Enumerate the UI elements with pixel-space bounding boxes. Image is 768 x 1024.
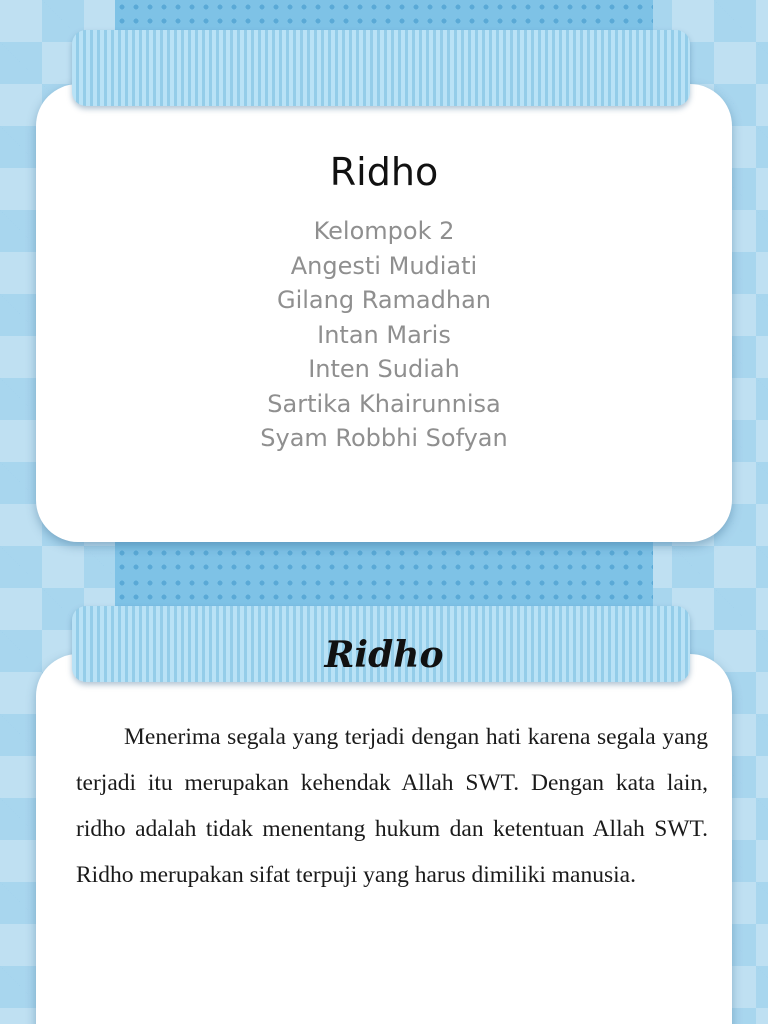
member-name: Angesti Mudiati <box>290 251 478 280</box>
group-name: Kelompok 2 <box>313 217 455 245</box>
member-name: Syam Robbhi Sofyan <box>260 424 508 452</box>
striped-ribbon-decoration <box>72 30 690 106</box>
slide-title: Ridho <box>329 150 439 194</box>
content-title: Ridho <box>324 634 444 676</box>
member-name: Sartika Khairunnisa <box>267 389 501 418</box>
member-list <box>0 214 768 456</box>
member-name: Inten Sudiah <box>308 355 460 383</box>
member-name: Intan Maris <box>317 320 451 349</box>
definition-paragraph: Menerima segala yang terjadi dengan hati karena segala yang terjadi itu merupakan kehendak Allah SWT. Dengan kata lain, ridho adalah tidak menentang hukum dan ketentuan Allah SWT. Ridho merupakan sifat terpuji yang harus dimiliki manusia. <box>76 724 708 888</box>
member-name: Gilang Ramadhan <box>276 286 492 314</box>
content-slide <box>0 576 768 1024</box>
